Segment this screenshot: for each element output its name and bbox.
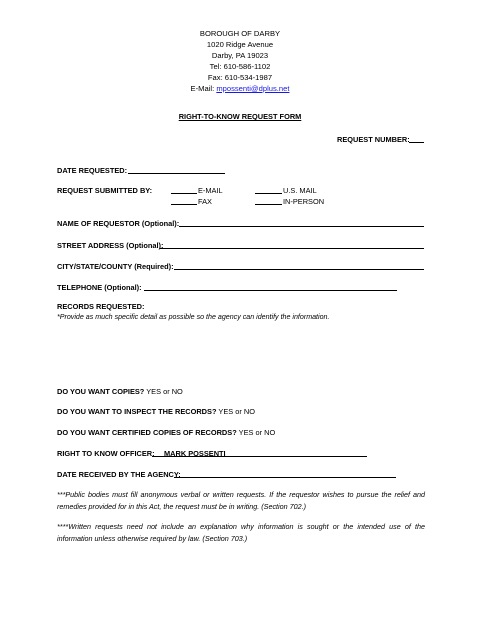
- date-received-field[interactable]: [174, 477, 396, 478]
- records-requested-area[interactable]: [57, 325, 425, 380]
- email-link[interactable]: mpossenti@dplus.net: [216, 84, 290, 93]
- inspect-question: [57, 407, 255, 417]
- email-label: E-Mail:: [190, 84, 215, 93]
- officer-label: RIGHT TO KNOW OFFICER:: [57, 449, 155, 458]
- fax-line: Fax: 610-534-1987: [207, 73, 273, 82]
- date-received-label: DATE RECEIVED BY THE AGENCY:: [57, 470, 181, 479]
- fax-method-blank[interactable]: [171, 204, 197, 205]
- telephone-label: TELEPHONE (Optional):: [57, 283, 142, 292]
- officer-name: MARK POSSENTI: [164, 449, 226, 458]
- fax-method-label: FAX: [198, 197, 212, 206]
- street-field[interactable]: [160, 248, 424, 249]
- requestor-label: NAME OF REQUESTOR (Optional):: [57, 219, 180, 228]
- borough-name: BOROUGH OF DARBY: [199, 29, 281, 38]
- request-number-field[interactable]: [409, 142, 424, 143]
- email-line: [0, 84, 480, 94]
- inperson-method-label: IN-PERSON: [283, 197, 325, 206]
- copies-question: [57, 387, 183, 397]
- inspect-label: DO YOU WANT TO INSPECT THE RECORDS?: [57, 407, 217, 416]
- copies-options[interactable]: YES or NO: [146, 387, 183, 396]
- telephone-line: Tel: 610-586-1102: [209, 62, 271, 71]
- usmail-method-label: U.S. MAIL: [283, 186, 317, 195]
- written-requests-note: ****Written requests need not include an explanation why information is sought or the intended use of the information unless otherwise required by law. (Section 703.): [57, 522, 425, 543]
- records-requested-hint: *Provide as much specific detail as possible so the agency can identify the information.: [57, 313, 330, 321]
- inperson-method-blank[interactable]: [255, 204, 282, 205]
- usmail-method-blank[interactable]: [255, 193, 282, 194]
- request-number-label: REQUEST NUMBER:: [337, 135, 410, 144]
- email-method-label: E-MAIL: [198, 186, 223, 195]
- form-title: RIGHT-TO-KNOW REQUEST FORM: [178, 112, 302, 121]
- email-method-blank[interactable]: [171, 193, 197, 194]
- requestor-field[interactable]: [179, 226, 424, 227]
- date-requested-field[interactable]: [128, 173, 225, 174]
- certified-options[interactable]: YES or NO: [238, 428, 276, 437]
- submitted-by-label: REQUEST SUBMITTED BY:: [57, 186, 153, 195]
- certified-question: [57, 428, 275, 438]
- city-field[interactable]: [174, 269, 424, 270]
- telephone-field[interactable]: [144, 290, 397, 291]
- date-requested-label: DATE REQUESTED:: [57, 166, 128, 175]
- street-label: STREET ADDRESS (Optional):: [57, 241, 164, 250]
- city-label: CITY/STATE/COUNTY (Required):: [57, 262, 174, 271]
- anonymous-requests-note: ***Public bodies must fill anonymous verbal or written requests. If the requestor wishes to pursue the relief and remedies provided for in this Act, the request must be in writing. (Section 702.): [57, 490, 425, 511]
- city-address: Darby, PA 19023: [211, 51, 269, 60]
- certified-label: DO YOU WANT CERTIFIED COPIES OF RECORDS?: [57, 428, 237, 437]
- inspect-options[interactable]: YES or NO: [218, 407, 255, 416]
- copies-label: DO YOU WANT COPIES?: [57, 387, 145, 396]
- street-address: 1020 Ridge Avenue: [206, 40, 274, 49]
- records-requested-label: RECORDS REQUESTED:: [57, 302, 145, 311]
